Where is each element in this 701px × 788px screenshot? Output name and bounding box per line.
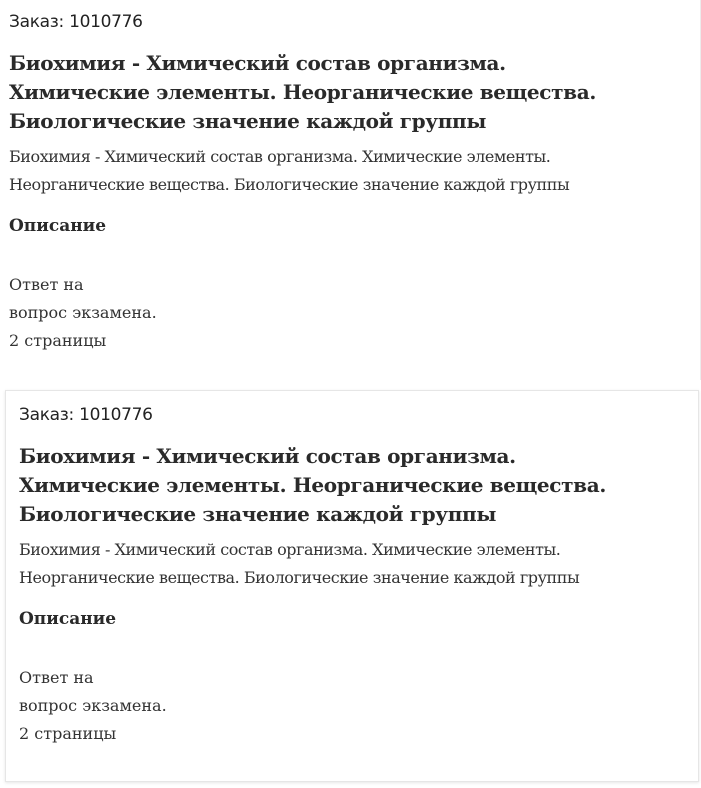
order-title bbox=[19, 442, 698, 529]
description-heading: Описание bbox=[9, 216, 107, 236]
description-line: 2 страницы bbox=[9, 331, 107, 350]
order-card bbox=[0, 0, 701, 380]
order-summary bbox=[9, 143, 700, 199]
order-summary-line: Биохимия - Химический состав организма. Химические элементы. bbox=[9, 147, 551, 166]
order-title bbox=[9, 49, 700, 136]
description-line: вопрос экзамена. bbox=[9, 303, 157, 322]
description-line: вопрос экзамена. bbox=[19, 696, 167, 715]
order-title-line: Биохимия - Химический состав организма. bbox=[19, 444, 516, 468]
order-summary bbox=[19, 536, 698, 592]
order-number: Заказ: 1010776 bbox=[9, 12, 143, 32]
description-line: Ответ на bbox=[9, 275, 84, 294]
description-line: Ответ на bbox=[19, 668, 94, 687]
description-body bbox=[9, 271, 700, 355]
description-line: 2 страницы bbox=[19, 724, 117, 743]
order-number: Заказ: 1010776 bbox=[19, 405, 153, 425]
order-title-line: Биологические значение каждой группы bbox=[9, 109, 487, 133]
order-title-line: Химические элементы. Неорганические вещества. bbox=[9, 80, 596, 104]
order-title-line: Химические элементы. Неорганические вещества. bbox=[19, 473, 606, 497]
order-summary-line: Неорганические вещества. Биологические значение каждой группы bbox=[19, 568, 580, 587]
description-body bbox=[19, 664, 698, 748]
order-summary-line: Биохимия - Химический состав организма. Химические элементы. bbox=[19, 540, 561, 559]
order-title-line: Биохимия - Химический состав организма. bbox=[9, 51, 506, 75]
order-card bbox=[5, 390, 699, 782]
order-title-line: Биологические значение каждой группы bbox=[19, 502, 497, 526]
description-heading: Описание bbox=[19, 609, 117, 629]
order-summary-line: Неорганические вещества. Биологические значение каждой группы bbox=[9, 175, 570, 194]
